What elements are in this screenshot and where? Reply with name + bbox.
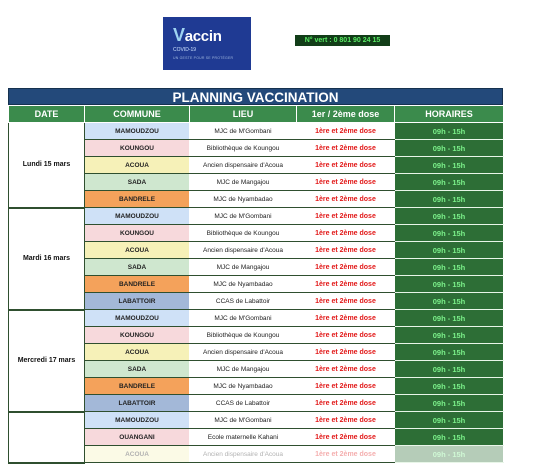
lieu-cell: Bibliothèque de Koungou <box>190 225 297 242</box>
table-row <box>9 208 504 225</box>
header-horaires: HORAIRES <box>395 106 504 123</box>
horaires-cell: 09h - 15h <box>395 310 504 327</box>
lieu-cell: Ancien dispensaire d'Acoua <box>190 242 297 259</box>
table-row <box>9 310 504 327</box>
horaires-cell: 09h - 15h <box>395 293 504 310</box>
dose-cell: 1ère et 2ème dose <box>297 361 395 378</box>
commune-cell: SADA <box>85 259 190 276</box>
lieu-cell: Ecole maternelle Kahani <box>190 429 297 446</box>
lieu-cell: Bibliothèque de Koungou <box>190 140 297 157</box>
dose-cell: 1ère et 2ème dose <box>297 310 395 327</box>
commune-cell: ACOUA <box>85 446 190 463</box>
horaires-cell: 09h - 15h <box>395 395 504 412</box>
dose-cell: 1ère et 2ème dose <box>297 429 395 446</box>
horaires-cell: 09h - 15h <box>395 208 504 225</box>
date-cell: Lundi 15 mars <box>9 123 85 208</box>
commune-cell: KOUNGOU <box>85 225 190 242</box>
date-cell: Mercredi 17 mars <box>9 310 85 412</box>
commune-cell: ACOUA <box>85 157 190 174</box>
commune-cell: ACOUA <box>85 344 190 361</box>
lieu-cell: MJC de M'Gombani <box>190 208 297 225</box>
horaires-cell: 09h - 15h <box>395 259 504 276</box>
date-cell: Mardi 16 mars <box>9 208 85 310</box>
horaires-cell: 09h - 15h <box>395 429 504 446</box>
planning-sheet <box>8 88 503 464</box>
dose-cell: 1ère et 2ème dose <box>297 378 395 395</box>
lieu-cell: CCAS de Labattoir <box>190 395 297 412</box>
commune-cell: OUANGANI <box>85 429 190 446</box>
lieu-cell: Ancien dispensaire d'Acoua <box>190 157 297 174</box>
dose-cell: 1ère et 2ème dose <box>297 395 395 412</box>
lieu-cell: MJC de Nyambadao <box>190 191 297 208</box>
commune-cell: MAMOUDZOU <box>85 412 190 429</box>
dose-cell: 1ère et 2ème dose <box>297 327 395 344</box>
dose-cell: 1ère et 2ème dose <box>297 174 395 191</box>
dose-cell: 1ère et 2ème dose <box>297 208 395 225</box>
planning-table <box>8 105 504 464</box>
logo-tagline: UN GESTE POUR SE PROTÉGER <box>173 56 234 60</box>
lieu-cell: MJC de Mangajou <box>190 259 297 276</box>
horaires-cell: 09h - 15h <box>395 361 504 378</box>
header-dose: 1er / 2ème dose <box>297 106 395 123</box>
horaires-cell: 09h - 15h <box>395 344 504 361</box>
horaires-cell: 09h - 15h <box>395 123 504 140</box>
table-row <box>9 123 504 140</box>
planning-title: PLANNING VACCINATION <box>8 88 503 105</box>
commune-cell: MAMOUDZOU <box>85 208 190 225</box>
commune-cell: BANDRELE <box>85 191 190 208</box>
dose-cell: 1ère et 2ème dose <box>297 123 395 140</box>
dose-cell: 1ère et 2ème dose <box>297 225 395 242</box>
commune-cell: KOUNGOU <box>85 327 190 344</box>
commune-cell: LABATTOIR <box>85 293 190 310</box>
horaires-cell: 09h - 15h <box>395 174 504 191</box>
logo-wordmark: Vaccin <box>173 25 222 45</box>
logo-subtitle: COVID-19 <box>173 47 197 53</box>
header-lieu: LIEU <box>190 106 297 123</box>
commune-cell: KOUNGOU <box>85 140 190 157</box>
horaires-cell: 09h - 15h <box>395 157 504 174</box>
green-number-badge: N° vert : 0 801 90 24 15 <box>295 35 390 46</box>
lieu-cell: MJC de M'Gombani <box>190 412 297 429</box>
commune-cell: SADA <box>85 174 190 191</box>
commune-cell: ACOUA <box>85 242 190 259</box>
horaires-cell: 09h - 15h <box>395 191 504 208</box>
commune-cell: MAMOUDZOU <box>85 310 190 327</box>
header-row <box>9 106 504 123</box>
dose-cell: 1ère et 2ème dose <box>297 293 395 310</box>
horaires-cell: 09h - 15h <box>395 446 504 463</box>
dose-cell: 1ère et 2ème dose <box>297 446 395 463</box>
dose-cell: 1ère et 2ème dose <box>297 140 395 157</box>
lieu-cell: MJC de Mangajou <box>190 361 297 378</box>
lieu-cell: Ancien dispensaire d'Acoua <box>190 344 297 361</box>
table-row <box>9 412 504 429</box>
date-cell <box>9 412 85 463</box>
lieu-cell: MJC de Nyambadao <box>190 378 297 395</box>
commune-cell: MAMOUDZOU <box>85 123 190 140</box>
header-date: DATE <box>9 106 85 123</box>
dose-cell: 1ère et 2ème dose <box>297 157 395 174</box>
commune-cell: BANDRELE <box>85 378 190 395</box>
dose-cell: 1ère et 2ème dose <box>297 259 395 276</box>
dose-cell: 1ère et 2ème dose <box>297 191 395 208</box>
horaires-cell: 09h - 15h <box>395 327 504 344</box>
dose-cell: 1ère et 2ème dose <box>297 276 395 293</box>
horaires-cell: 09h - 15h <box>395 412 504 429</box>
dose-cell: 1ère et 2ème dose <box>297 412 395 429</box>
lieu-cell: Bibliothèque de Koungou <box>190 327 297 344</box>
commune-cell: BANDRELE <box>85 276 190 293</box>
lieu-cell: MJC de M'Gombani <box>190 123 297 140</box>
horaires-cell: 09h - 15h <box>395 140 504 157</box>
vaccin-logo <box>163 17 251 70</box>
logo-check-icon: V <box>173 25 185 45</box>
lieu-cell: Ancien dispensaire d'Acoua <box>190 446 297 463</box>
schedule-body <box>9 123 504 463</box>
lieu-cell: MJC de Nyambadao <box>190 276 297 293</box>
horaires-cell: 09h - 15h <box>395 378 504 395</box>
horaires-cell: 09h - 15h <box>395 276 504 293</box>
lieu-cell: CCAS de Labattoir <box>190 293 297 310</box>
horaires-cell: 09h - 15h <box>395 225 504 242</box>
commune-cell: LABATTOIR <box>85 395 190 412</box>
dose-cell: 1ère et 2ème dose <box>297 242 395 259</box>
header-commune: COMMUNE <box>85 106 190 123</box>
lieu-cell: MJC de M'Gombani <box>190 310 297 327</box>
dose-cell: 1ère et 2ème dose <box>297 344 395 361</box>
commune-cell: SADA <box>85 361 190 378</box>
horaires-cell: 09h - 15h <box>395 242 504 259</box>
lieu-cell: MJC de Mangajou <box>190 174 297 191</box>
